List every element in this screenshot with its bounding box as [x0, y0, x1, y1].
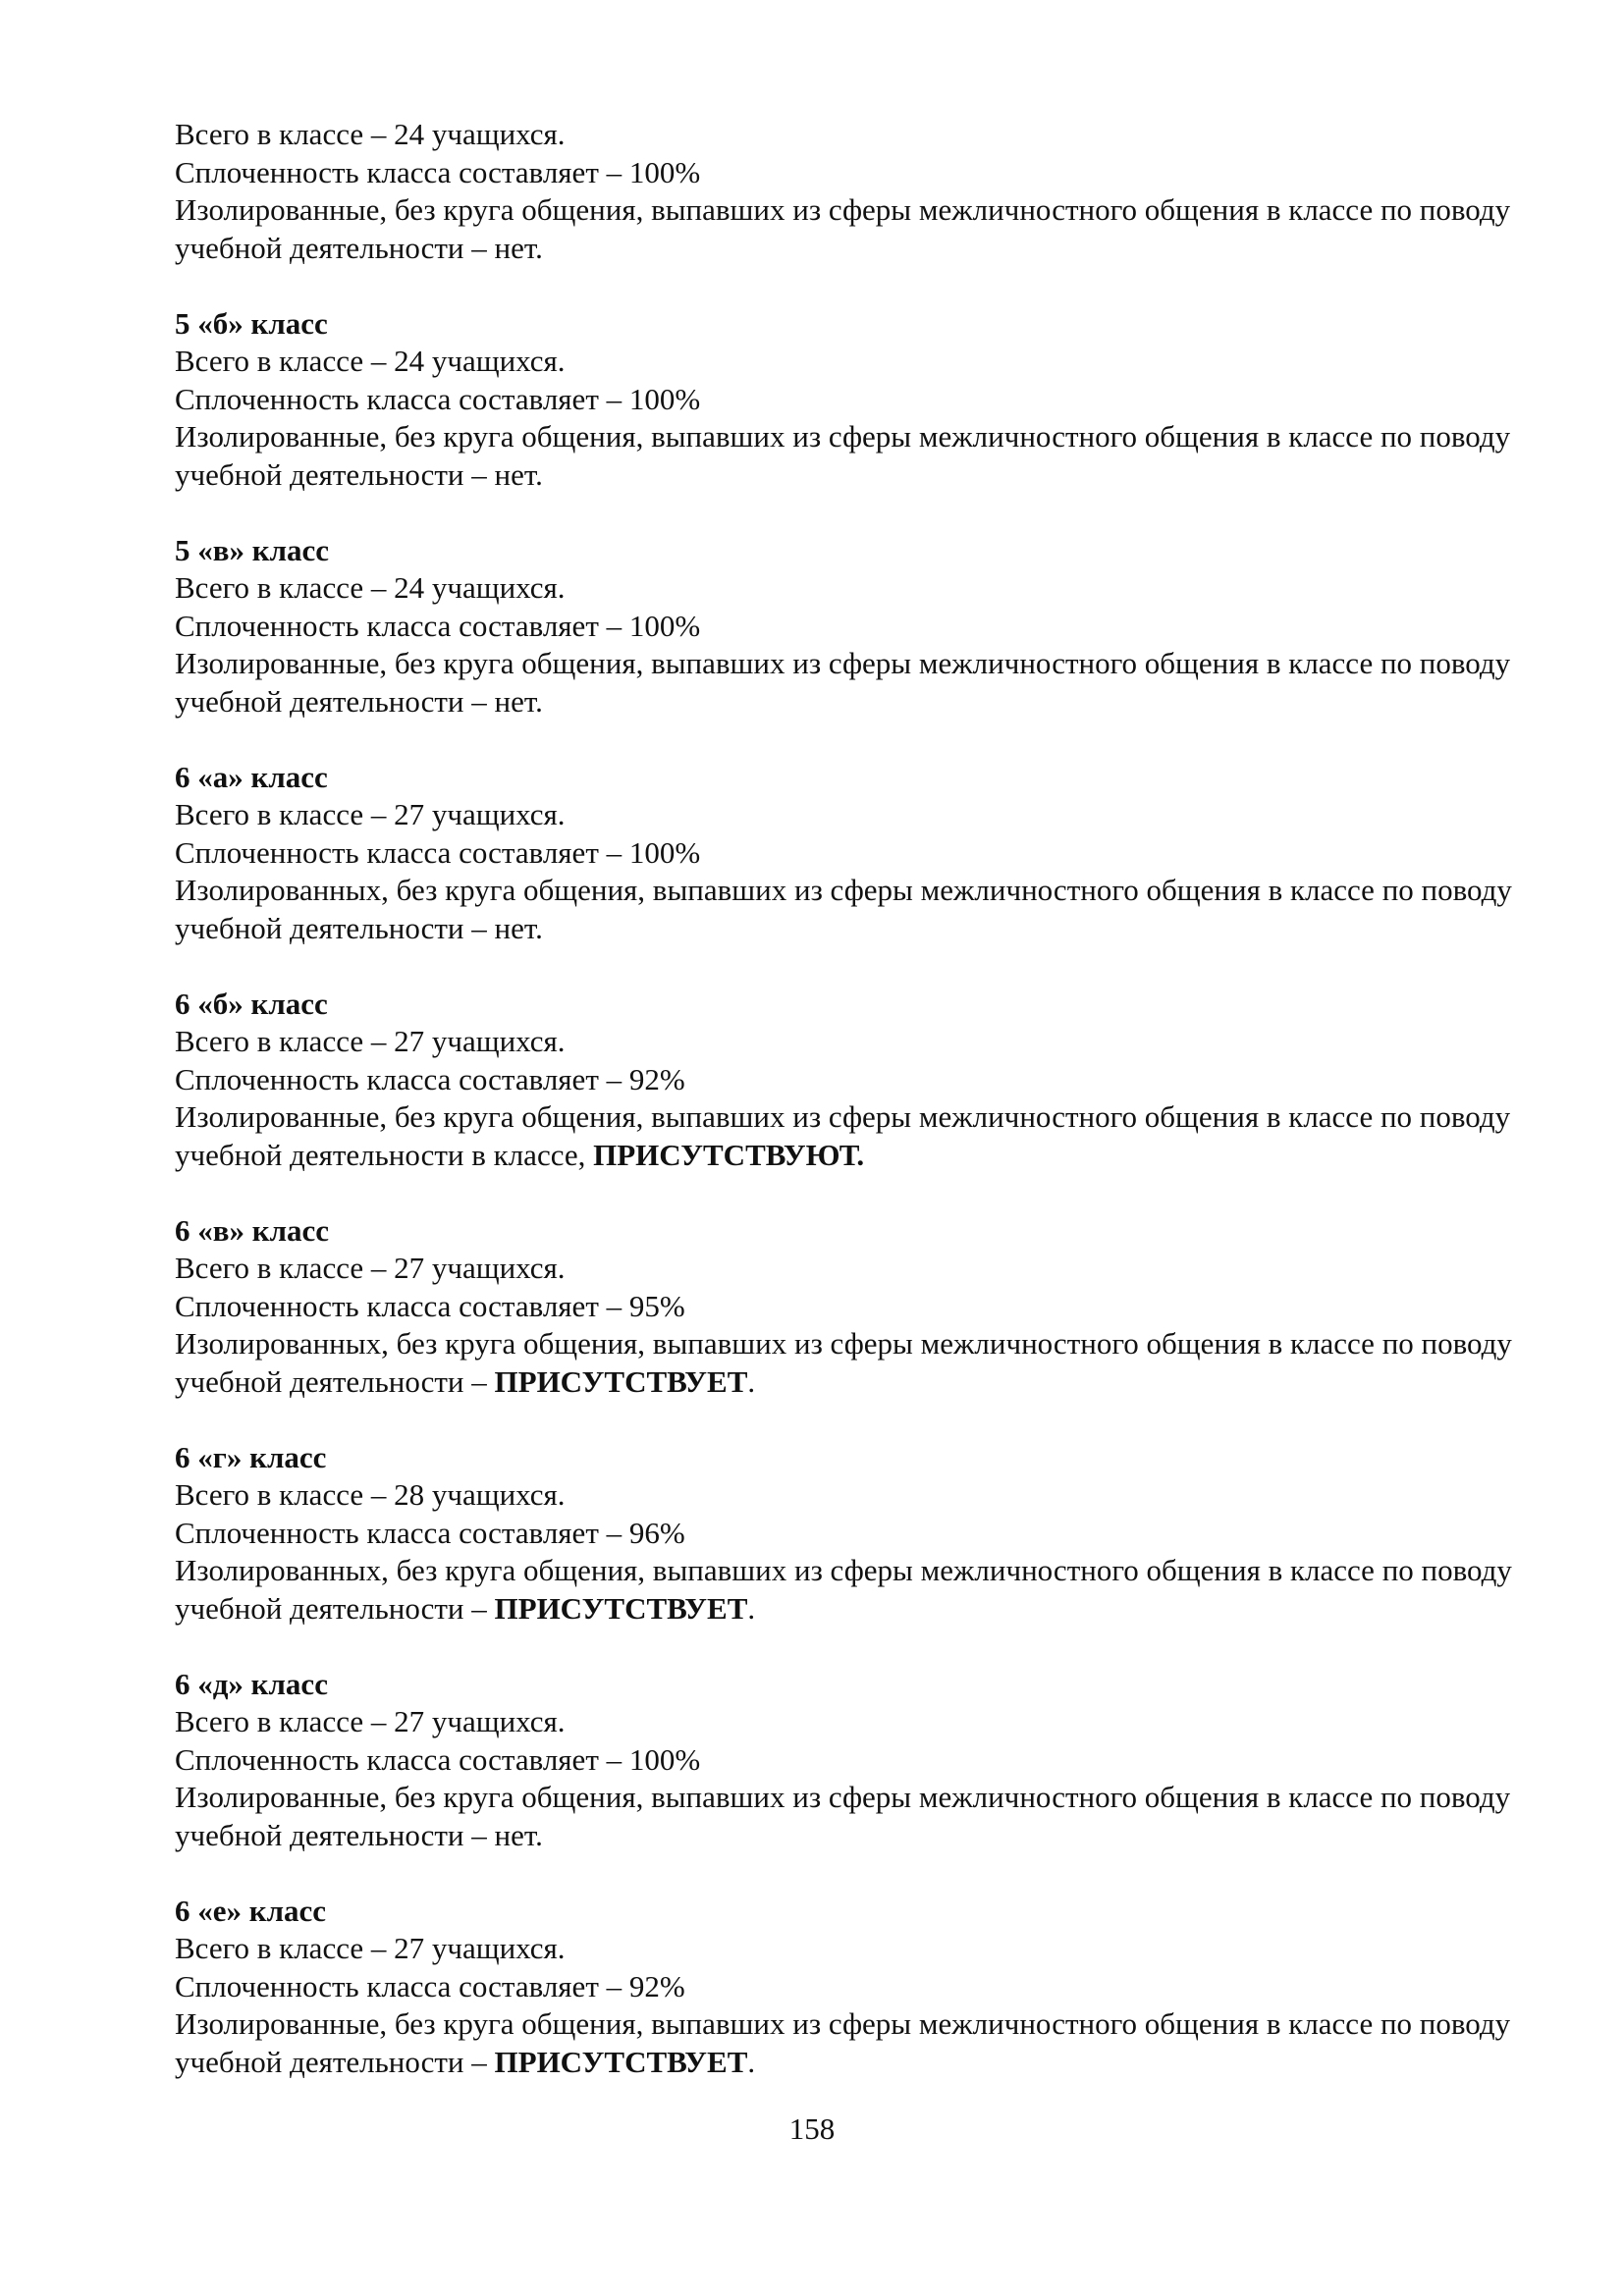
isolated-text-end: . [747, 2044, 756, 2079]
class-block-6g [175, 1439, 1530, 1629]
page-number: 158 [788, 2111, 836, 2146]
isolated-text [175, 1325, 1515, 1401]
isolated-status-emphasis: ПРИСУТСТВУЮТ. [593, 1137, 865, 1172]
class-heading: 6 «а» класс [175, 759, 328, 794]
cohesion-text: Сплоченность класса составляет – 100% [175, 1741, 701, 1777]
isolated-text-main: Изолированные, без круга общения, выпавших из сферы межличностного общения в классе по поводу учебной деятельности в классе, [175, 1099, 1511, 1172]
class-heading: 5 «в» класс [175, 532, 330, 567]
class-heading: 6 «г» класс [175, 1439, 327, 1474]
isolated-text-main: Изолированных, без круга общения, выпавших из сферы межличностного общения в классе по поводу учебной деятельности – [175, 1553, 1512, 1626]
isolated-text [175, 645, 1515, 721]
isolated-status-emphasis: ПРИСУТСТВУЕТ [494, 1590, 748, 1626]
page-content [175, 116, 1530, 2081]
isolated-text-main: Изолированных, без круга общения, выпавших из сферы межличностного общения в классе по поводу учебной деятельности – [175, 1326, 1512, 1399]
isolated-status-emphasis: ПРИСУТСТВУЕТ [494, 2044, 748, 2079]
total-students-text: Всего в классе – 24 учащихся. [175, 570, 566, 605]
total-students-text: Всего в классе – 27 учащихся. [175, 1704, 566, 1738]
total-students-text: Всего в классе – 27 учащихся. [175, 1024, 566, 1058]
class-heading: 6 «в» класс [175, 1212, 330, 1248]
class-heading: 6 «е» класс [175, 1893, 327, 1928]
isolated-text-end: . [747, 1363, 756, 1399]
class-heading: 6 «б» класс [175, 986, 328, 1021]
class-block-intro [175, 116, 1530, 267]
isolated-text [175, 872, 1515, 947]
isolated-text-main: Изолированных, без круга общения, выпавших из сферы межличностного общения в классе по поводу учебной деятельности – нет. [175, 873, 1512, 945]
total-students-text: Всего в классе – 24 учащихся. [175, 117, 566, 151]
isolated-text-main: Изолированные, без круга общения, выпавших из сферы межличностного общения в классе по поводу учебной деятельности – [175, 2006, 1511, 2079]
isolated-text [175, 191, 1515, 267]
cohesion-text: Сплоченность класса составляет – 95% [175, 1288, 685, 1323]
class-block-6a [175, 759, 1530, 948]
cohesion-text: Сплоченность класса составляет – 100% [175, 608, 701, 643]
class-block-6b [175, 986, 1530, 1175]
total-students-text: Всего в классе – 27 учащихся. [175, 797, 566, 831]
class-block-5v [175, 532, 1530, 721]
isolated-text-main: Изолированные, без круга общения, выпавших из сферы межличностного общения в классе по поводу учебной деятельности – нет. [175, 1780, 1511, 1852]
class-block-6e [175, 1893, 1530, 2082]
total-students-text: Всего в классе – 27 учащихся. [175, 1931, 566, 1965]
isolated-text-end: . [747, 1590, 756, 1626]
isolated-text [175, 418, 1515, 494]
cohesion-text: Сплоченность класса составляет – 96% [175, 1515, 685, 1550]
isolated-text [175, 2005, 1515, 2081]
cohesion-text: Сплоченность класса составляет – 100% [175, 834, 701, 870]
isolated-text [175, 1779, 1515, 1854]
total-students-text: Всего в классе – 28 учащихся. [175, 1477, 566, 1512]
isolated-status-emphasis: ПРИСУТСТВУЕТ [494, 1363, 748, 1399]
cohesion-text: Сплоченность класса составляет – 92% [175, 1968, 685, 2003]
cohesion-text: Сплоченность класса составляет – 100% [175, 381, 701, 416]
cohesion-text: Сплоченность класса составляет – 92% [175, 1061, 685, 1096]
class-block-6d [175, 1666, 1530, 1855]
isolated-text-main: Изолированные, без круга общения, выпавших из сферы межличностного общения в классе по поводу учебной деятельности – нет. [175, 646, 1511, 719]
class-block-5b [175, 305, 1530, 495]
total-students-text: Всего в классе – 24 учащихся. [175, 344, 566, 378]
class-heading: 6 «д» класс [175, 1666, 328, 1701]
isolated-text-main: Изолированные, без круга общения, выпавших из сферы межличностного общения в классе по поводу учебной деятельности – нет. [175, 419, 1511, 492]
class-heading: 5 «б» класс [175, 305, 328, 341]
isolated-text-main: Изолированные, без круга общения, выпавших из сферы межличностного общения в классе по поводу учебной деятельности – нет. [175, 192, 1511, 265]
total-students-text: Всего в классе – 27 учащихся. [175, 1251, 566, 1285]
isolated-text [175, 1552, 1515, 1628]
class-block-6v [175, 1212, 1530, 1402]
isolated-text [175, 1098, 1515, 1174]
cohesion-text: Сплоченность класса составляет – 100% [175, 154, 701, 189]
